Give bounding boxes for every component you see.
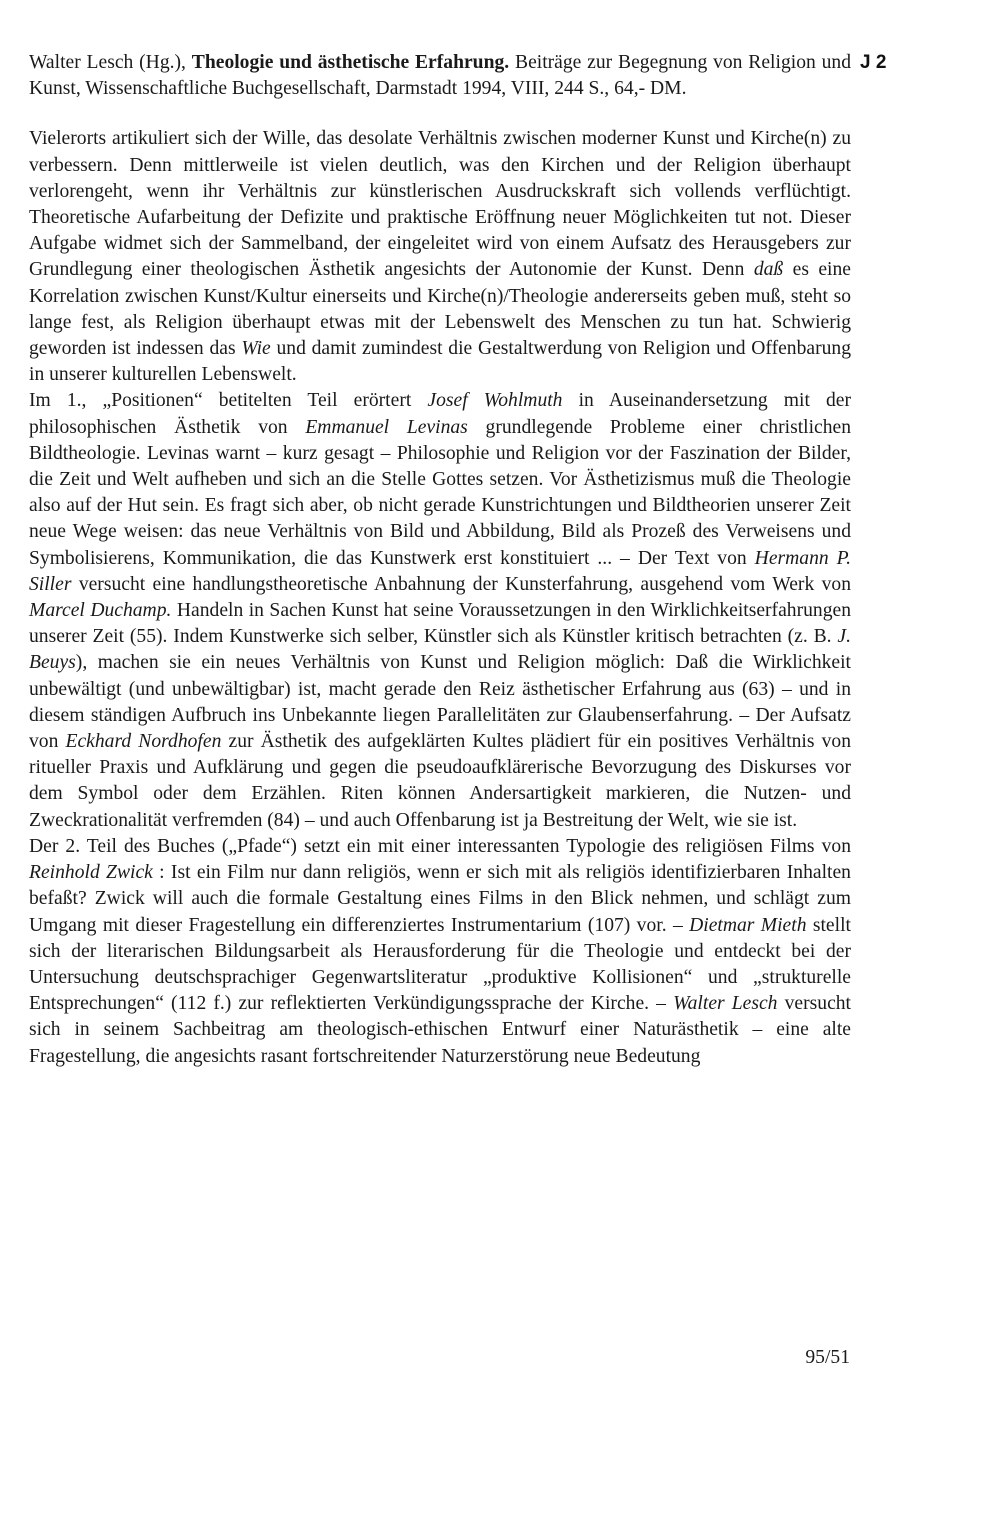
text-run: in Auseinandersetzung mit der philosophischen Ästhetik von [29,390,852,438]
author-name: Hermann P. Siller [29,547,851,595]
text-run: es eine Korrelation zwischen Kunst/Kultur einerseits und Kirche(n)/Theologie andererseits geben muß, steht so lange fest, als Religion überhaupt etwas mit der Lebenswelt des Menschen zu tun hat. Schwierig geworden ist indessen das [29,259,851,360]
paragraph-part-2 [29,834,851,1070]
section-code: J 2 [860,52,887,73]
author-name: Eckhard Nordhofen [65,731,222,753]
paragraph-intro [29,126,851,388]
author-name: Josef Wohlmuth [427,390,563,412]
page-number: 95/51 [805,1347,850,1368]
paragraph-gap [29,102,851,126]
text-run: versucht sich in seinem Sachbeitrag am theologisch-ethischen Entwurf einer Naturästhetik – eine alte Fragestellung, die angesichts rasant fortschreitender Naturzerstörung neue Bedeutung [29,993,852,1067]
emphasis: Wie [241,338,271,360]
text-run: ), machen sie ein neues Verhältnis von Kunst und Religion möglich: Daß die Wirklichkeit unbewältigt (und unbewältigbar) ist, macht gerade den Reiz ästhetischer Erfahrung aus (63) – und in diesem ständigen Aufbruch ins Unbekannte liegen Parallelitäten zur Glaubenserfahrung. – Der Aufsatz von [29,652,851,753]
text-run: Vielerorts artikuliert sich der Wille, das desolate Verhältnis zwischen moderner Kunst und Kirche(n) zu verbessern. Denn mittlerweile ist vielen deutlich, was den Kirchen und der Religion überhaupt verlorengeht, wenn ihr Verhältnis zur künstlerischen Ausdruckskraft sich vollends verflüchtigt. Theoretische Aufarbeitung der Defizite und praktische Eröffnung neuer Möglichkeiten tut not. Dieser Aufgabe widmet sich der Sammelband, der eingeleitet wird von einem Aufsatz des Herausgebers zur Grundlegung einer theologischen Ästhetik angesichts der Autonomie der Kunst. Denn [29,128,851,281]
text-run: und damit zumindest die Gestaltwerdung von Religion und Offenbarung in unserer kulturellen Lebenswelt. [29,338,852,386]
publication-details: Beiträge zur Begegnung von Religion und Kunst, Wissenschaftliche Buchgesellschaft, Darmstadt 1994, VIII, 244 S., 64,- DM. [29,52,851,100]
author-name: Marcel Duchamp. [29,600,172,622]
text-run: Der 2. Teil des Buches („Pfade“) setzt ein mit einer interessanten Typologie des religiösen Films von [29,835,851,857]
author-name: Emmanuel Levinas [305,416,468,438]
text-run: stellt sich der literarischen Bildungsarbeit als Herausforderung für die Theologie und entdeckt bei der Untersuchung deutschsprachiger Gegenwartsliteratur „produktive Kollisionen“ und „strukturelle Entsprechungen“ (112 f.) zur reflektierten Verkündigungssprache der Kirche. – [29,914,851,1015]
document-page [29,50,851,1070]
text-run: Im 1., „Positionen“ betitelten Teil erörtert [29,390,412,412]
text-run: grundlegende Probleme einer christlichen Bildtheologie. Levinas warnt – kurz gesagt – Philosophie und Religion vor der Faszination der Bilder, die Zeit und Welt aufheben und sich an die Stelle Gottes setzen. Vor Ästhetizismus muß die Theologie also auf der Hut sein. Es fragt sich aber, ob nicht gerade Kunstrichtungen und Bildtheorien unserer Zeit neue Wege weisen: das neue Verhältnis von Bild und Abbildung, Bild als Prozeß des Verweisens und Symbolisierens, Kommunikation, die das Kunstwerk erst konstituiert ... – Der Text von [29,416,852,569]
author-name: Reinhold Zwick [29,862,153,884]
text-run: : Ist ein Film nur dann religiös, wenn er sich mit als religiös identifizierbaren Inhalten befaßt? Zwick will auch die formale Gestaltung eines Films in den Blick nehmen, und schlägt zum Umgang mit dieser Fragestellung ein differenziertes Instrumentarium (107) vor. – [29,862,851,936]
emphasis: daß [753,259,784,281]
author-name: J. Beuys [29,626,851,674]
paragraph-part-1 [29,388,851,833]
text-run: Handeln in Sachen Kunst hat seine Voraussetzungen in den Wirklichkeitserfahrungen unserer Zeit (55). Indem Kunstwerke sich selber, Künstler sich als Künstler kritisch betrachten (z. B. [29,600,851,648]
author-name: Walter Lesch [673,993,778,1015]
author-name: Dietmar Mieth [689,914,807,936]
book-title: Theologie und ästhetische Erfahrung. [191,52,510,73]
editor-name: Walter Lesch (Hg.), [29,52,186,73]
bibliographic-header [29,50,851,102]
text-run: zur Ästhetik des aufgeklärten Kultes plädiert für ein positives Verhältnis von ritueller Praxis und Aufklärung und gegen die pseudoaufklärerische Bevorzugung des Diskurses vor dem Symbol oder dem Erzählen. Riten können Andersartigkeit markieren, die Nutzen- und Zweckrationalität verfremden (84) – und auch Offenbarung ist ja Bestreitung der Welt, wie sie ist. [29,731,852,831]
text-run: versucht eine handlungstheoretische Anbahnung der Kunsterfahrung, ausgehend vom Werk von [78,573,851,595]
